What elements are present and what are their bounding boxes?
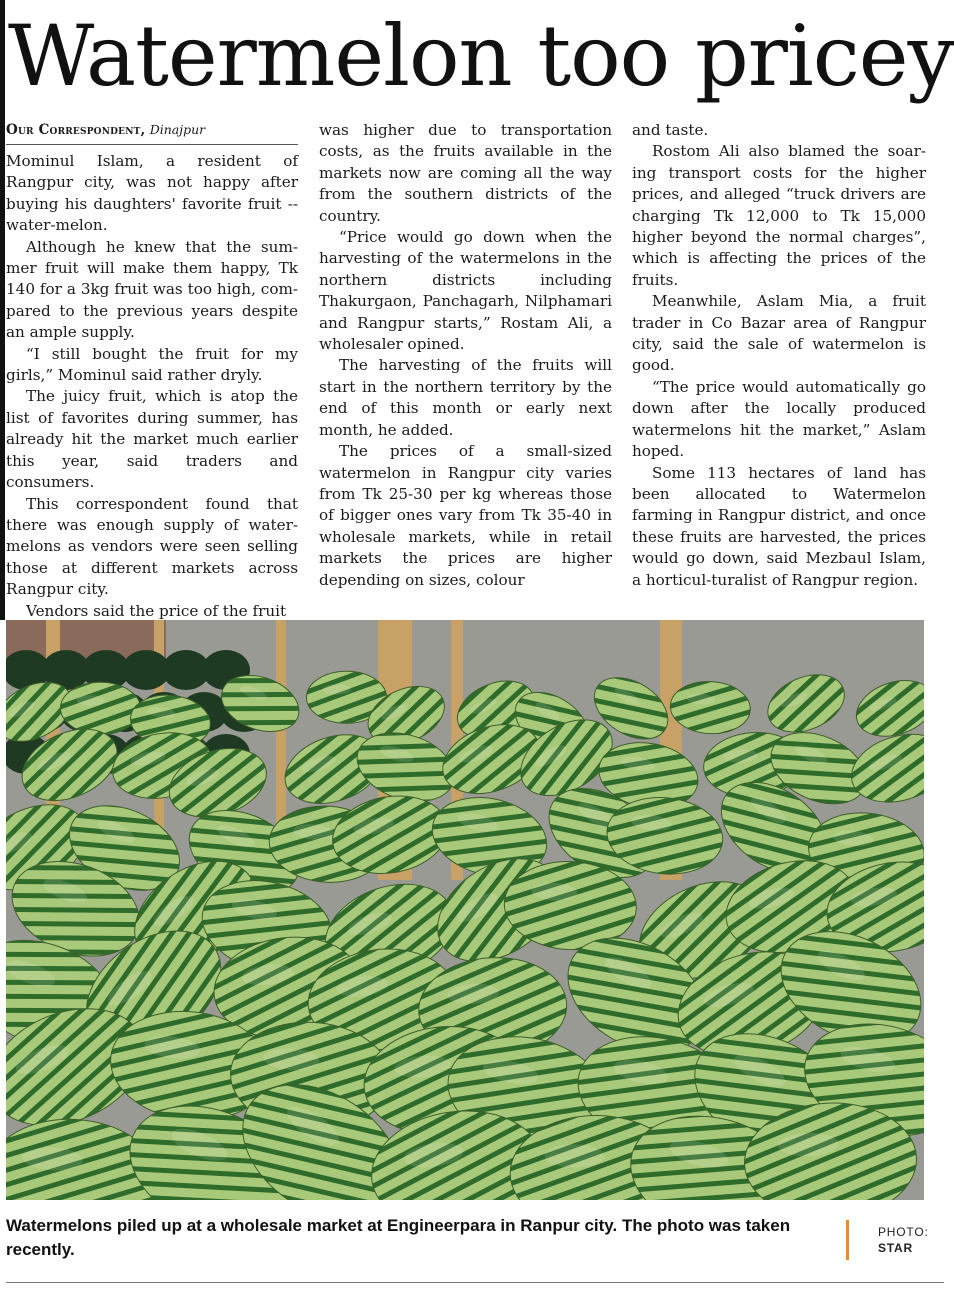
credit-divider <box>846 1220 849 1260</box>
left-column-rule <box>0 0 5 620</box>
article-body <box>6 120 926 620</box>
article-paragraph: “I still bought the fruit for my girls,” Mominul said rather dryly. <box>6 344 298 385</box>
article-column-1 <box>6 120 298 622</box>
photo-credit-source: STAR <box>878 1241 913 1255</box>
article-paragraph: Meanwhile, Aslam Mia, a fruit trader in Co Bazar area of Rangpur city, said the sale of watermelon is good. <box>632 292 926 375</box>
headline: Watermelon too pricey <box>8 7 954 105</box>
article-paragraph: and taste. <box>632 121 709 139</box>
article-column-3 <box>632 120 926 591</box>
article-paragraph: The juicy fruit, which is atop the list of favorites during summer, has already hit the market much earlier this year, said traders and consumers. <box>6 387 298 492</box>
byline <box>6 120 298 145</box>
article-paragraph: The harvesting of the fruits will start in the northern territory by the end of this month or early next month, he added. <box>319 356 612 439</box>
photo-credit <box>878 1224 929 1256</box>
article-paragraph: This correspondent found that there was enough supply of water-melons as vendors were seen selling those at different markets across Rangpur city. <box>6 494 298 599</box>
article-paragraph: was higher due to transportation costs, as the fruits available in the markets now are coming all the way from the southern districts of the country. <box>319 121 612 225</box>
column-2-paragraphs <box>319 120 612 591</box>
watermelon-pile-illustration <box>6 620 924 1200</box>
article-paragraph: Some 113 hectares of land has been allocated to Watermelon farming in Rangpur district, and once these fruits are harvested, the prices would go down, said Mezbaul Islam, a horticul-turalist of Rangpur region. <box>632 463 926 589</box>
bottom-rule <box>6 1282 944 1283</box>
article-paragraph: Mominul Islam, a resident of Rangpur city, was not happy after buying his daughters' favorite fruit -- water-melon. <box>6 152 298 235</box>
watermelon-photo <box>6 620 924 1200</box>
article-column-2 <box>319 120 612 591</box>
photo-credit-label: PHOTO: <box>878 1225 929 1239</box>
photo-caption: Watermelons piled up at a wholesale market at Engineerpara in Ranpur city. The photo was taken recently. <box>6 1216 791 1259</box>
article-paragraph: Rostom Ali also blamed the soar-ing transport costs for the higher prices, and alleged “truck drivers are charging Tk 12,000 to Tk 15,000 higher beyond the normal charges”, which is affecting the prices of the fruits. <box>632 142 926 289</box>
column-3-paragraphs <box>632 120 926 591</box>
article-paragraph: Vendors said the price of the fruit <box>26 601 287 620</box>
byline-location: Dinajpur <box>149 122 206 137</box>
article-paragraph: “The price would automatically go down after the locally produced watermelons hit the market,” Aslam hoped. <box>632 377 926 461</box>
article-paragraph: The prices of a small-sized watermelon in Rangpur city varies from Tk 25-30 per kg whereas those of bigger ones vary from Tk 35-40 in wholesale markets, while in retail markets the prices are higher depending on sizes, colour <box>319 442 612 589</box>
column-1-paragraphs <box>6 151 298 622</box>
article-paragraph: Although he knew that the sum-mer fruit will make them happy, Tk 140 for a 3kg fruit was too high, com-pared to the previous years despite an ample supply. <box>6 237 298 342</box>
article-paragraph: “Price would go down when the harvesting of the watermelons in the northern districts including Thakurgaon, Panchagarh, Nilphamari and Rangpur starts,” Rostam Ali, a wholesaler opined. <box>319 228 612 354</box>
byline-author: Our Correspondent, <box>6 122 146 138</box>
